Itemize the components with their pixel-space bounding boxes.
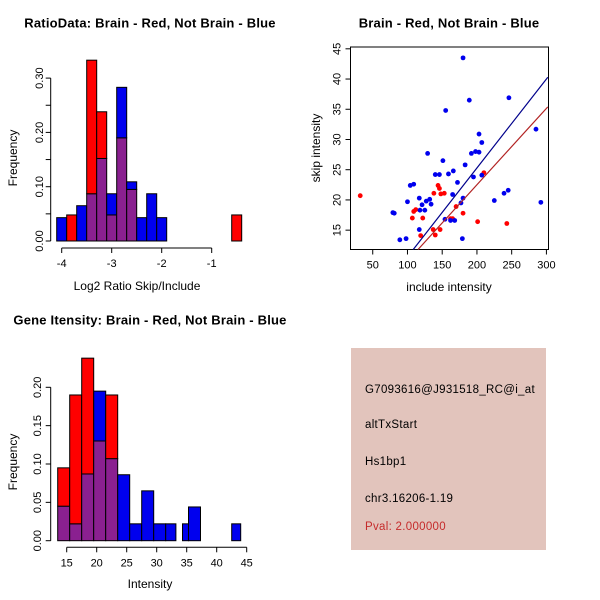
scatter-point-blue bbox=[479, 140, 484, 145]
y-tick-label: 0.00 bbox=[32, 529, 44, 552]
hist-bar-blue bbox=[117, 87, 127, 137]
ratio-hist-title: RatioData: Brain - Red, Not Brain - Blue bbox=[24, 15, 276, 31]
scatter-point-blue bbox=[507, 95, 512, 100]
probe-id-text: G7093616@J931518_RC@i_at bbox=[365, 384, 535, 396]
y-tick-label: 0.05 bbox=[32, 491, 44, 514]
fit-line-blue bbox=[413, 77, 548, 249]
hist-bar-blue bbox=[154, 524, 166, 541]
pval-text: Pval: 2.000000 bbox=[365, 521, 446, 533]
scatter-point-blue bbox=[448, 218, 453, 223]
x-tick-label: 300 bbox=[537, 259, 556, 272]
scatter-point-blue bbox=[404, 236, 409, 241]
hist-bar-red bbox=[232, 215, 242, 241]
scatter-point-blue bbox=[538, 200, 543, 205]
scatter-point-red bbox=[437, 186, 442, 191]
hist-bar-overlap bbox=[58, 506, 70, 541]
hist-bar-blue bbox=[232, 524, 241, 541]
hist-bar-blue bbox=[94, 391, 106, 441]
y-tick-label: 30 bbox=[331, 133, 344, 146]
y-tick-label: 25 bbox=[331, 163, 344, 176]
scatter-point-red bbox=[475, 219, 480, 224]
scatter-point-red bbox=[413, 207, 418, 212]
gene-hist-xlabel: Intensity bbox=[127, 577, 173, 591]
y-tick-label: 0.20 bbox=[34, 121, 46, 144]
scatter-point-blue bbox=[437, 172, 442, 177]
ratio-hist-xlabel: Log2 Ratio Skip/Include bbox=[73, 279, 201, 293]
scatter-point-blue bbox=[405, 199, 410, 204]
x-tick-label: 200 bbox=[467, 259, 487, 272]
hist-bar-red bbox=[58, 468, 70, 506]
hist-bar-blue bbox=[137, 218, 147, 241]
x-tick-label: -1 bbox=[206, 258, 217, 270]
y-tick-label: 15 bbox=[331, 224, 344, 237]
hist-bar-blue bbox=[189, 507, 201, 541]
scatter-point-blue bbox=[477, 132, 482, 137]
hist-bar-red bbox=[87, 60, 97, 194]
scatter-point-red bbox=[461, 211, 466, 216]
x-tick-label: 250 bbox=[502, 259, 521, 272]
hist-bar-blue bbox=[77, 206, 87, 241]
gene-hist-title: Gene Itensity: Brain - Red, Not Brain - Blue bbox=[13, 312, 287, 328]
y-tick-label: 20 bbox=[331, 193, 344, 207]
y-tick-label: 0.00 bbox=[34, 230, 46, 252]
scatter-point-blue bbox=[411, 182, 416, 187]
scatter-point-blue bbox=[418, 208, 423, 213]
x-tick-label: 15 bbox=[60, 557, 73, 570]
hist-bar-red bbox=[67, 215, 77, 241]
scatter-point-blue bbox=[443, 108, 448, 113]
hist-bar-blue bbox=[57, 218, 67, 241]
hist-bar-overlap bbox=[94, 441, 106, 541]
x-tick-label: 30 bbox=[150, 557, 163, 570]
scatter-point-blue bbox=[397, 237, 402, 242]
hist-bar-red bbox=[70, 395, 82, 524]
y-tick-label: 0.10 bbox=[32, 453, 44, 475]
y-tick-label: 0.10 bbox=[34, 175, 46, 198]
scatter-point-blue bbox=[463, 162, 468, 167]
chromosome-text: chr3.16206-1.19 bbox=[365, 493, 454, 505]
scatter-point-blue bbox=[467, 98, 472, 103]
hist-bar-overlap bbox=[70, 524, 82, 541]
scatter-point-blue bbox=[425, 151, 430, 156]
y-tick-label: 35 bbox=[331, 103, 344, 116]
hist-bar-overlap bbox=[117, 138, 127, 241]
scatter-point-red bbox=[433, 233, 438, 238]
x-tick-label: 20 bbox=[90, 557, 103, 570]
hist-bar-blue bbox=[166, 524, 176, 541]
scatter-point-red bbox=[410, 216, 415, 221]
scatter-point-blue bbox=[429, 202, 434, 207]
scatter-point-blue bbox=[452, 218, 457, 223]
scatter-title: Brain - Red, Not Brain - Blue bbox=[358, 15, 540, 31]
scatter-point-blue bbox=[427, 197, 432, 202]
gene-info-panel bbox=[351, 348, 546, 550]
scatter-point-blue bbox=[451, 169, 456, 174]
scatter-point-red bbox=[442, 191, 447, 196]
hist-bar-blue bbox=[107, 194, 117, 215]
x-tick-label: 100 bbox=[398, 259, 417, 272]
gene-symbol-text: Hs1bp1 bbox=[365, 456, 407, 468]
y-tick-label: 45 bbox=[331, 42, 344, 55]
scatter-ylabel: skip intensity bbox=[309, 113, 323, 183]
hist-bar-blue bbox=[118, 475, 130, 541]
y-tick-label: 0.30 bbox=[34, 67, 46, 89]
scatter-point-blue bbox=[433, 172, 438, 177]
hist-bar-blue bbox=[130, 524, 142, 541]
scatter-point-blue bbox=[446, 172, 451, 177]
scatter-point-blue bbox=[502, 191, 507, 196]
hist-bar-blue bbox=[157, 218, 167, 241]
scatter-point-blue bbox=[460, 236, 465, 241]
scatter-point-red bbox=[431, 191, 436, 196]
scatter-point-blue bbox=[534, 127, 539, 132]
scatter-point-blue bbox=[441, 158, 446, 163]
scatter-point-blue bbox=[455, 180, 460, 185]
x-tick-label: -3 bbox=[106, 258, 117, 270]
hist-bar-blue bbox=[147, 194, 157, 241]
hist-bar-overlap bbox=[107, 215, 117, 241]
ratio-hist-ylabel: Frequency bbox=[6, 129, 20, 187]
hist-bar-overlap bbox=[106, 459, 118, 541]
scatter-point-blue bbox=[461, 55, 466, 60]
x-tick-label: -4 bbox=[56, 258, 67, 270]
hist-bar-blue bbox=[183, 524, 189, 541]
hist-bar-red bbox=[106, 395, 118, 459]
scatter-xlabel: include intensity bbox=[406, 280, 492, 294]
y-tick-label: 40 bbox=[331, 72, 344, 86]
x-tick-label: 45 bbox=[240, 557, 253, 570]
hist-bar-overlap bbox=[97, 158, 107, 241]
x-tick-label: 35 bbox=[180, 557, 193, 570]
hist-bar-overlap bbox=[127, 189, 137, 241]
scatter-point-red bbox=[358, 193, 363, 198]
x-tick-label: 50 bbox=[366, 259, 379, 272]
scatter-point-red bbox=[504, 221, 509, 226]
hist-bar-overlap bbox=[87, 194, 97, 241]
x-tick-label: 150 bbox=[433, 259, 452, 272]
scatter-point-blue bbox=[477, 150, 482, 155]
scatter-point-blue bbox=[506, 188, 511, 193]
x-tick-label: 25 bbox=[120, 557, 133, 570]
gene-hist-ylabel: Frequency bbox=[6, 433, 20, 491]
fit-line-red bbox=[418, 107, 548, 250]
hist-bar-red bbox=[82, 358, 94, 474]
scatter-point-blue bbox=[420, 202, 425, 207]
hist-bar-blue bbox=[127, 182, 137, 190]
scatter-point-red bbox=[420, 216, 425, 221]
hist-bar-blue bbox=[142, 491, 154, 541]
event-type-text: altTxStart bbox=[365, 419, 418, 431]
scatter-point-blue bbox=[417, 227, 422, 232]
x-tick-label: -2 bbox=[156, 258, 167, 270]
scatter-point-blue bbox=[469, 151, 474, 156]
hist-bar-overlap bbox=[82, 474, 94, 541]
y-tick-label: 0.20 bbox=[32, 376, 44, 399]
y-tick-label: 0.15 bbox=[32, 414, 44, 437]
scatter-point-blue bbox=[392, 211, 397, 216]
x-tick-label: 40 bbox=[210, 557, 223, 570]
scatter-point-blue bbox=[422, 208, 427, 213]
hist-bar-red bbox=[97, 112, 107, 159]
scatter-point-blue bbox=[492, 198, 497, 203]
scatter-point-blue bbox=[417, 196, 422, 201]
